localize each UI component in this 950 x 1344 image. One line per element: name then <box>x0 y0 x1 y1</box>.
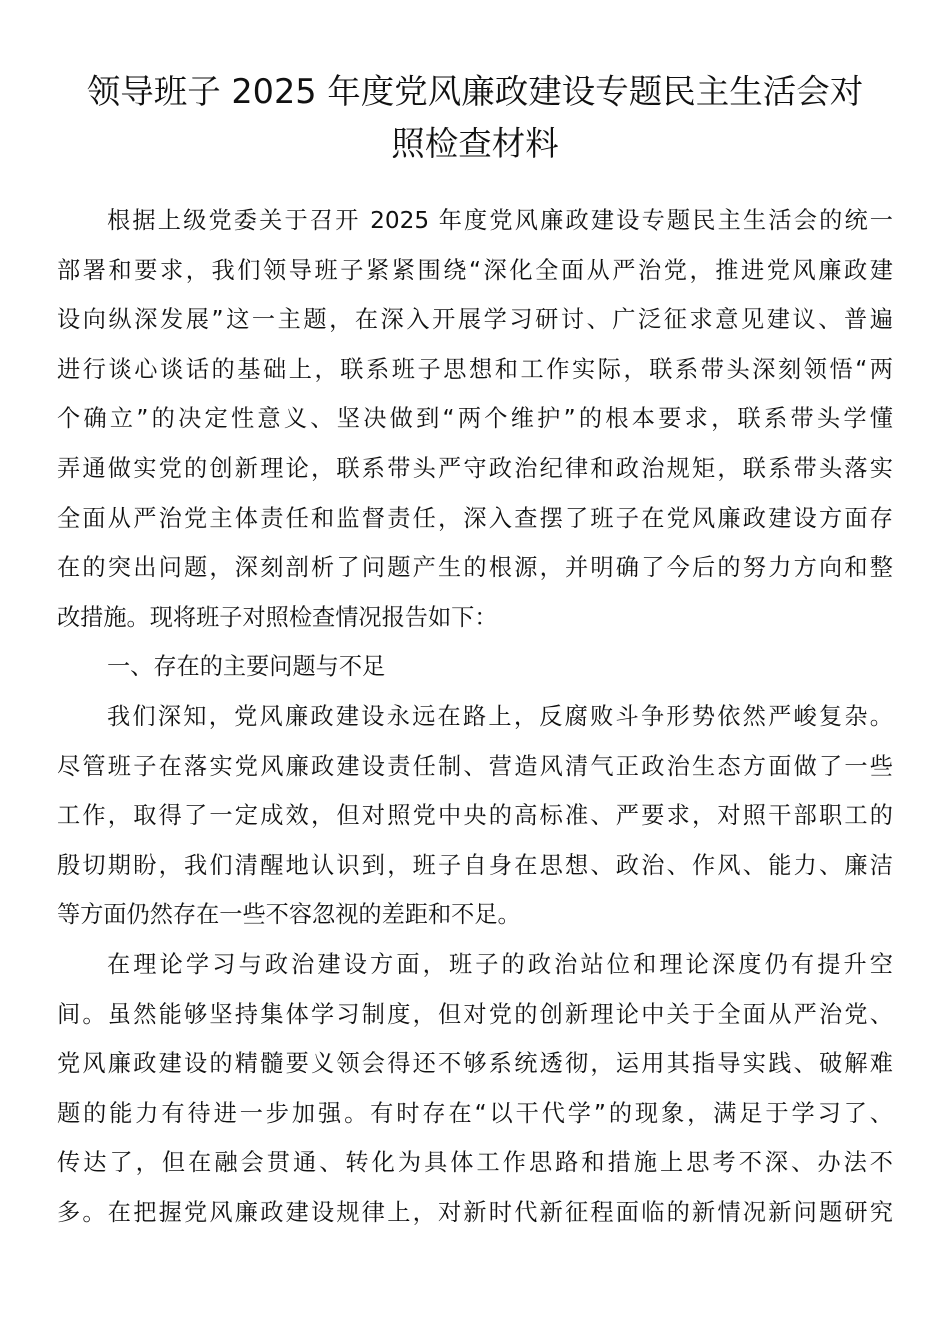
body-text-line: 传达了，但在融会贯通、转化为具体工作思路和措施上思考不深、办法不 <box>57 1149 893 1177</box>
body-text-line: 殷切期盼，我们清醒地认识到，班子自身在思想、政治、作风、能力、廉洁 <box>57 851 893 879</box>
body-text-line: 间。虽然能够坚持集体学习制度，但对党的创新理论中关于全面从严治党、 <box>57 1000 893 1028</box>
document-body <box>57 196 893 1237</box>
body-text-line: 个确立”的决定性意义、坚决做到“两个维护”的根本要求，联系带头学懂 <box>57 405 893 433</box>
body-text-line: 尽管班子在落实党风廉政建设责任制、营造风清气正政治生态方面做了一些 <box>57 752 893 780</box>
body-text-line: 我们深知，党风廉政建设永远在路上，反腐败斗争形势依然严峻复杂。 <box>107 702 893 730</box>
body-text-line: 多。在把握党风廉政建设规律上，对新时代新征程面临的新情况新问题研究 <box>57 1198 893 1226</box>
body-text-line: 党风廉政建设的精髓要义领会得还不够系统透彻，运用其指导实践、破解难 <box>57 1050 893 1078</box>
body-text-line: 根据上级党委关于召开 2025 年度党风廉政建设专题民主生活会的统一 <box>107 207 893 234</box>
body-text-line: 在的突出问题，深刻剖析了问题产生的根源，并明确了今后的努力方向和整 <box>57 554 893 582</box>
title-line-2: 照检查材料 <box>391 124 559 163</box>
body-text-line: 部署和要求，我们领导班子紧紧围绕“深化全面从严治党，推进党风廉政建 <box>57 256 893 284</box>
section-heading: 一、存在的主要问题与不足 <box>107 653 386 681</box>
body-text-line: 等方面仍然存在一些不容忽视的差距和不足。 <box>57 901 521 929</box>
body-text-line: 进行谈心谈话的基础上，联系班子思想和工作实际，联系带头深刻领悟“两 <box>57 355 893 383</box>
title-line-1: 领导班子 2025 年度党风廉政建设专题民主生活会对 <box>86 72 864 111</box>
document-title <box>40 66 910 170</box>
body-text-line: 弄通做实党的创新理论，联系带头严守政治纪律和政治规矩，联系带头落实 <box>57 454 893 482</box>
body-text-line: 设向纵深发展”这一主题，在深入开展学习研讨、广泛征求意见建议、普遍 <box>57 306 893 334</box>
body-text-line: 全面从严治党主体责任和监督责任，深入查摆了班子在党风廉政建设方面存 <box>57 504 893 532</box>
body-text-line: 工作，取得了一定成效，但对照党中央的高标准、严要求，对照干部职工的 <box>57 802 893 830</box>
body-text-line: 在理论学习与政治建设方面，班子的政治站位和理论深度仍有提升空 <box>107 950 893 978</box>
body-text-line: 题的能力有待进一步加强。有时存在“以干代学”的现象，满足于学习了、 <box>57 1099 893 1127</box>
body-text-line: 改措施。现将班子对照检查情况报告如下： <box>57 603 498 631</box>
